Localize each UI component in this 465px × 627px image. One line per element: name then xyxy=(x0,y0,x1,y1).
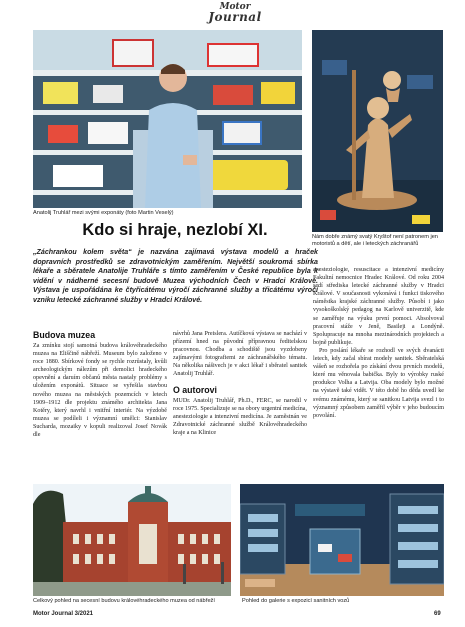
photo-gallery-caption: Pohled do galerie s expozicí sanitních vozů xyxy=(242,598,350,604)
section-text-author-continued: anesteziologie, resuscitace a intenzivní medicíny Fakultní nemocnice Hradec Králové. Od roku 2004 sedí střediska letecké záchranné služby v Hradci Králové. V současnosti vykonává i funkci tiskového náměstka krajské záchranné služby. Působí i jako vysokoškolský pedagog na Karlově univerzitě, kde se zaměřuje na výuku první pomoci. Absolvoval pracovní stáže v Jeně, Basileji a Londýně. Spolupracuje na mnoha mezinárodních projektech a bojně publikuje. xyxy=(313,267,444,346)
footer-page-number: 69 xyxy=(434,611,441,617)
article-headline: Kdo si hraje, nezlobí XI. xyxy=(82,221,268,239)
section-text-author: MUDr. Anatolij Truhlář, Ph.D., FERC, se narodil v roce 1975. Specializuje se na obory urgentní medicína, anesteziologie a intenzivní medicína. Je zaměstnán ve Zdravotnické záchranné službě Královéhradeckého kraje a na Klinice xyxy=(173,397,307,436)
article-lead: „Záchrankou kolem světa“ je nazvána zajímavá výstava modelů a hraček dopravních prostředků se zdravotnickým zaměřením. Největší soukromá sbírka lékaře a sběratele Anatolije Truhláře s tímto zaměřením v České republice byla k vidění v nádherné secesní budově Muzea východních Čech v Hradci Králové. Výstava je uspořádána ke čtyřicátému výročí záchranné služby a třicátému výročí vzniku letecké záchranné služby v Hradci Králové. xyxy=(33,248,318,304)
text-column-3 xyxy=(313,266,444,420)
section-heading-author: O autorovi xyxy=(173,384,217,395)
photo-statue-caption: Nám dobře známý svatý Kryštof není patronem jen motoristů a dětí, ale i leteckých záchranářů xyxy=(312,234,438,247)
text-column-2 xyxy=(173,330,307,437)
section-text-author-paragraph-2: Pro poslání lékaře se rozhodl ve svých dvanácti letech, kdy začal sbírat modely sanitek. Sběratelská vášeň se rozhořela po získání dvou prvních modelů, které mu věnovala babička. Byly to výrobky ruské produkce Volha a Latvija. Oba modely bylo možné na výstavě také vidět. V této době ho děda uvedl ke svému známému, který se sanitkou Latvija svezl i to významný způsobem zaměřil výběr v jeho budoucím povolání. xyxy=(313,347,444,419)
footer-issue: Motor Journal 3/2021 xyxy=(33,611,94,617)
photo-gallery xyxy=(240,484,444,596)
logo-line-2: Journal xyxy=(208,10,262,24)
magazine-logo xyxy=(195,2,275,26)
photo-collector-caption: Anatolij Truhlář mezi svými exponáty (foto Martin Veselý) xyxy=(33,210,174,216)
section-text-building-continued: návrhů Jana Preislera. Autíčková výstava se nachází v přízemí hned na původní přípravnou ředitelskou pracovnou. Chodba a schodiště jsou vyzdobeny zajímavými fotografiemi ze záchranářského tématu. Na několika nášivech je v akci lékař i sběratel sanitek Anatolij Truhlář. xyxy=(173,331,307,378)
section-text-building: Za zmínku stojí samotná budova královéhradeckého muzea na Eliščině nábřeží. Museum bylo založeno v roce 1880. Sbírkové fondy se rychle rozrůstaly, kvůli archeologickým nálezům při demolici hradeckého opevnění a daruím občanů města nastaly problémy s uložením exponátů. Situace se vyřešila stavbou nového muzea na městských pozemcích v letech 1909–1912 dle projektu známého architekta Jana Kotěry, který navrhl i vnitřní interiér. Na výzdobě muzea se podíleli i významní umělci: Stanislav Sucharda, mozaiky v kopuli realizoval Josef Novák dle xyxy=(33,343,167,439)
photo-statue xyxy=(312,30,443,232)
photo-museum-building xyxy=(33,484,231,596)
photo-collector xyxy=(33,30,302,208)
photo-museum-building-caption: Celkový pohled na secesní budovu královéhradeckého muzea od nábřeží xyxy=(33,598,215,604)
logo-line-1: Motor xyxy=(219,2,251,12)
section-heading-building: Budova muzea xyxy=(33,330,96,340)
text-column-1 xyxy=(33,330,167,439)
